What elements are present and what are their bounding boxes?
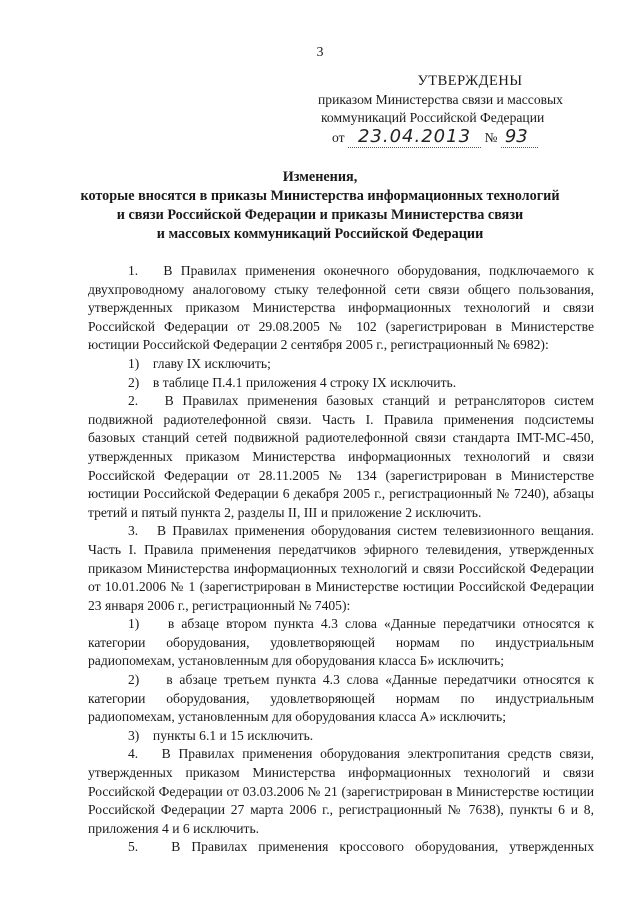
approval-block <box>318 72 610 147</box>
handwritten-number: 93 <box>501 126 538 148</box>
approval-ministry-line: коммуникаций Российской Федерации <box>321 110 545 125</box>
paragraph-5: 5. В Правилах применения кроссового оборудования, утвержденных <box>128 839 594 855</box>
heading-line-3: и связи Российской Федерации и приказы Министерства связи <box>116 207 524 223</box>
heading-line-2: которые вносятся в приказы Министерства информационных технологий <box>80 188 560 204</box>
page-number: 3 <box>316 45 324 60</box>
paragraph-3-item-1: 1) в абзаце втором пункта 4.3 слова «Данные передатчики относятся к категории оборудования, удовлетворяющей нормам по индустриальным радиопомехам, установленным для оборудования класса Б» исключить; <box>88 616 594 669</box>
document-body <box>88 262 594 857</box>
paragraph-1: 1. В Правилах применения оконечного оборудования, подключаемого к двухпроводному аналоговому стыку телефонной сети связи общего пользования, утвержденных приказом Министерства информационных технологий и связи Российской Федерации от 29.08.2005 № 102 (зарегистрирован в Министерстве юстиции Российской Федерации 2 сентября 2005 г., регистрационный № 6982): <box>88 263 594 353</box>
paragraph-1-item-2: 2) в таблице П.4.1 приложения 4 строку IX исключить. <box>128 374 457 390</box>
paragraph-1-item-1: 1) главу IX исключить; <box>128 355 271 371</box>
paragraph-3-item-3: 3) пункты 6.1 и 15 исключить. <box>128 727 314 743</box>
approval-order-line: приказом Министерства связи и массовых <box>318 92 563 107</box>
paragraph-3-item-2: 2) в абзаце третьем пункта 4.3 слова «Данные передатчики относятся к категории оборудования, удовлетворяющей нормам по индустриальным радиопомехам, установленным для оборудования класса А» исключить; <box>88 672 594 725</box>
paragraph-3: 3. В Правилах применения оборудования систем телевизионного вещания. Часть I. Правила применения передатчиков эфирного телевидения, утвержденных приказом Министерства информационных технологий и связи Российской Федерации от 10.01.2006 № 1 (зарегистрирован в Министерстве юстиции Российской Федерации 23 января 2006 г., регистрационный № 7405): <box>88 523 594 613</box>
approval-title: УТВЕРЖДЕНЫ <box>417 73 523 89</box>
paragraph-4: 4. В Правилах применения оборудования электропитания средств связи, утвержденных приказом Министерства информационных технологий и связи Российской Федерации от 03.03.2006 № 21 (зарегистрирован в Министерстве юстиции Российской Федерации 27 марта 2006 г., регистрационный № 7638), пункты 6 и 8, приложения 4 и 6 исключить. <box>88 746 594 836</box>
from-label: от <box>332 130 345 145</box>
heading-line-4: и массовых коммуникаций Российской Федерации <box>156 226 484 242</box>
heading-line-1: Изменения, <box>282 169 358 185</box>
handwritten-date: 23.04.2013 <box>348 126 481 148</box>
number-label: № <box>484 130 498 145</box>
approval-date-line <box>332 128 538 148</box>
document-heading <box>80 168 560 244</box>
paragraph-2: 2. В Правилах применения базовых станций и ретрансляторов систем подвижной радиотелефонной связи. Часть I. Правила применения подсистемы базовых станций сетей подвижной радиотелефонной связи стандарта IMT-MC-450, утвержденных приказом Министерства информационных технологий и связи Российской Федерации от 28.11.2005 № 134 (зарегистрирован в Министерстве юстиции Российской Федерации 6 декабря 2005 г., регистрационный № 7240), абзацы третий и пятый пункта 2, разделы II, III и приложение 2 исключить. <box>88 393 594 520</box>
